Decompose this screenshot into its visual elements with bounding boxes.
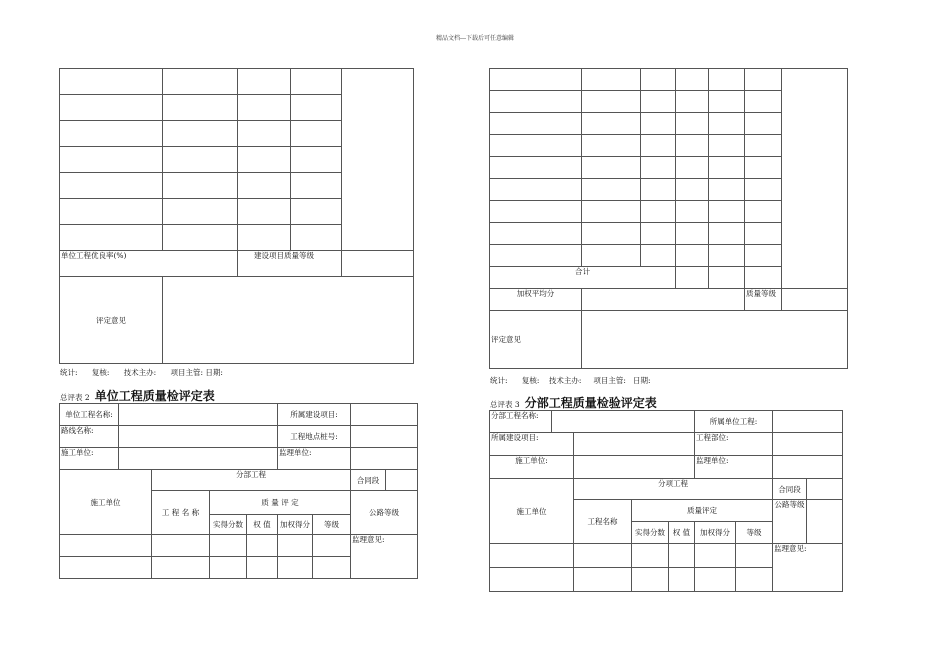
right-form-name: 分部工程质量检验评定表	[524, 396, 657, 410]
col-actual-score-r: 实得分数	[632, 522, 669, 544]
right-summary-table	[489, 68, 848, 369]
road-grade-label: 公路等级	[351, 491, 418, 535]
unit-project-table	[59, 403, 418, 579]
sub-project-table	[489, 410, 843, 592]
construction-unit-label-r: 施工单位:	[490, 456, 574, 479]
right-form-number: 总评表 3	[490, 400, 520, 409]
weighted-avg-label: 加权平均分	[490, 289, 582, 311]
col-construction-unit: 施工单位	[60, 470, 152, 535]
unit-name-label: 单位工程名称:	[60, 404, 119, 426]
col-grade-r: 等级	[736, 522, 773, 544]
opinion-label: 评定意见	[60, 277, 163, 364]
left-signature-line: 统计: 复核: 技术主办: 项目主管: 日期:	[60, 368, 223, 377]
contract-section-label: 合同段	[351, 470, 386, 491]
col-actual-score: 实得分数	[210, 515, 247, 535]
col-grade: 等级	[313, 515, 351, 535]
right-opinion-label: 评定意见	[490, 311, 582, 369]
road-grade-label-r: 公路等级	[773, 500, 807, 544]
right-signature-line: 统计: 复核: 技术主办: 项目主管: 日期:	[490, 376, 651, 385]
unit-rating-rate-label: 单位工程优良率(%)	[60, 251, 238, 277]
belong-project-label: 所属建设项目:	[278, 404, 351, 426]
col-project-name-r: 工程名称	[574, 500, 632, 544]
project-part-label: 工程部位:	[695, 433, 773, 456]
left-form-number: 总评表 2	[60, 393, 90, 402]
col-weight: 权 值	[247, 515, 278, 535]
right-form-title	[490, 392, 657, 411]
col-sub-item: 分项工程	[574, 479, 773, 500]
sub-name-label: 分部工程名称:	[490, 411, 552, 433]
route-name-label: 路线名称:	[60, 426, 119, 448]
project-grade-label: 建设项目质量等级	[238, 251, 342, 277]
belong-project-label-r: 所属建设项目:	[490, 433, 574, 456]
belong-unit-label: 所属单位工程:	[695, 411, 773, 433]
col-quality-eval: 质 量 评 定	[210, 491, 351, 515]
col-sub-project: 分部工程	[152, 470, 351, 491]
total-label: 合计	[490, 267, 676, 289]
supervision-opinion-label-r: 监理意见:	[773, 544, 843, 592]
col-weighted-score: 加权得分	[278, 515, 313, 535]
supervision-unit-label: 监理单位:	[278, 448, 351, 470]
col-construction-unit-r: 施工单位	[490, 479, 574, 544]
quality-grade-label: 质量等级	[745, 289, 782, 311]
left-form-name: 单位工程质量检评定表	[94, 389, 215, 403]
col-project-name: 工 程 名 称	[152, 491, 210, 535]
supervision-opinion-label: 监理意见:	[351, 535, 418, 579]
col-weight-r: 权 值	[669, 522, 695, 544]
col-quality-eval-r: 质量评定	[632, 500, 773, 522]
page-header: 精品文档---下载后可任意编辑	[435, 35, 515, 42]
left-summary-table	[59, 68, 414, 364]
location-label: 工程地点桩号:	[278, 426, 351, 448]
left-form-title	[60, 385, 215, 404]
construction-unit-label: 施工单位:	[60, 448, 119, 470]
supervision-unit-label-r: 监理单位:	[695, 456, 773, 479]
col-weighted-score-r: 加权得分	[695, 522, 736, 544]
contract-section-label-r: 合同段	[773, 479, 807, 500]
